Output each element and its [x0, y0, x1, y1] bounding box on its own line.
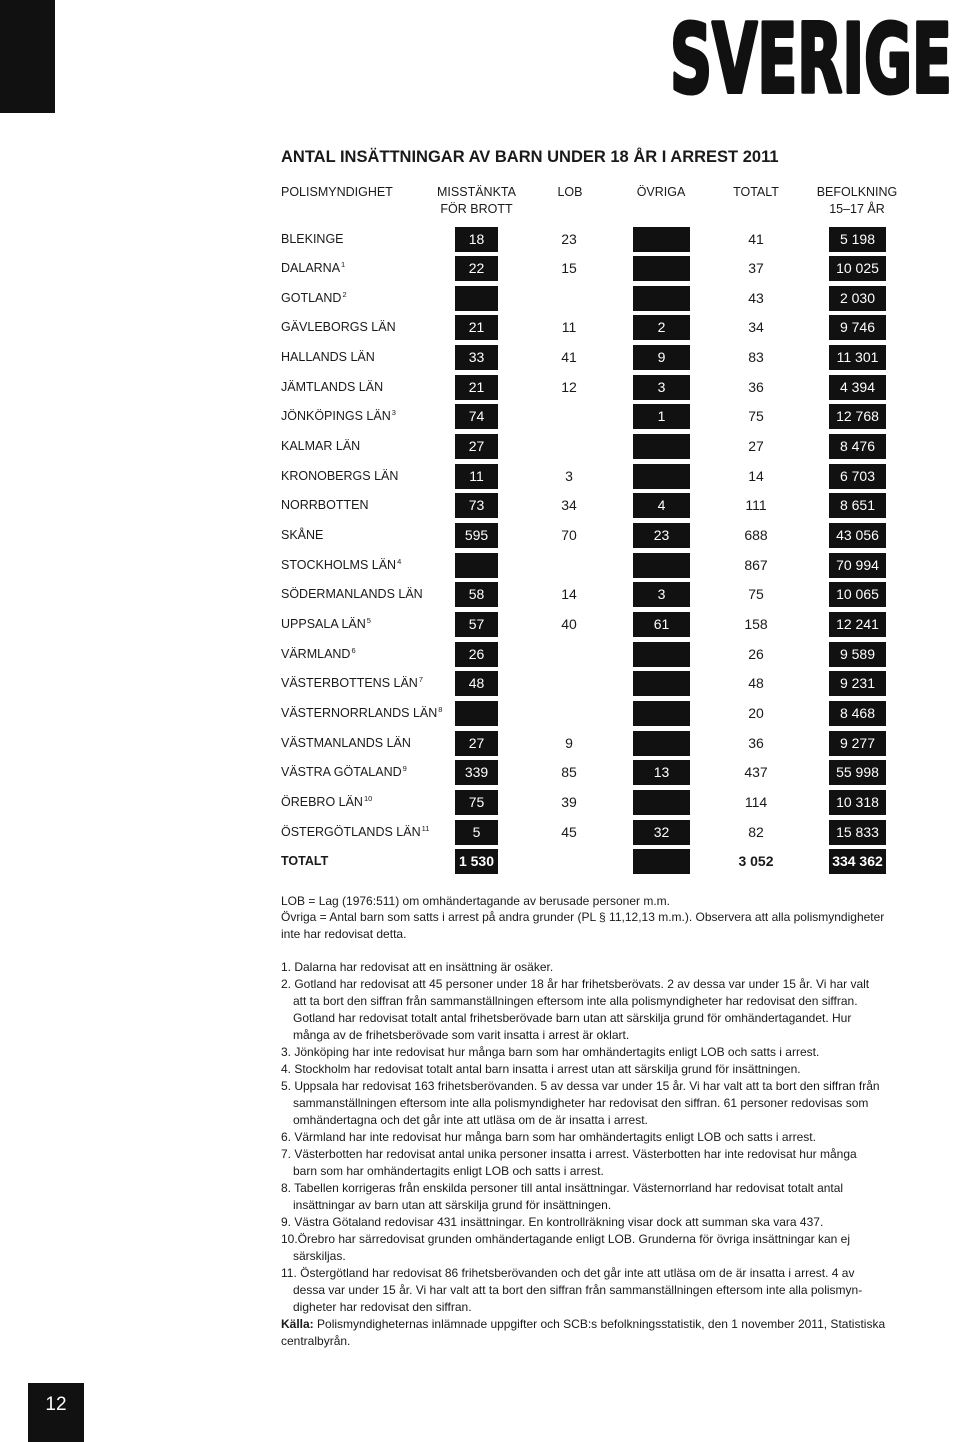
footnote-8: [281, 1180, 885, 1214]
ovriga-cell: 61: [633, 612, 690, 637]
footnote-11: [281, 1265, 885, 1316]
row-label: [281, 790, 372, 815]
misstankta-cell: 18: [455, 227, 498, 252]
definition: [281, 909, 884, 942]
footnote-5: [281, 1078, 885, 1129]
row-name: VÄSTRA GÖTALAND: [281, 765, 402, 780]
ovriga-cell: [633, 256, 690, 281]
footnote-line: 4. Stockholm har redovisat totalt antal barn insatta i arrest utan att särskilja grund för insättningen.: [281, 1061, 801, 1076]
footnote-line: 2. Gotland har redovisat att 45 personer under 18 år har frihetsberövats. 2 av dessa var under 15 år. Vi har valt: [281, 976, 870, 991]
misstankta-cell: [455, 553, 498, 578]
definition-line: inte har redovisat detta.: [281, 926, 407, 941]
row-label: [281, 256, 345, 281]
row-label: [281, 642, 356, 667]
definition-line: LOB = Lag (1976:511) om omhändertagande av berusade personer m.m.: [281, 893, 671, 908]
footnote-4: [281, 1061, 885, 1078]
misstankta-cell: 48: [455, 671, 498, 696]
source-line: [281, 1316, 885, 1333]
footnote-3: [281, 1044, 885, 1061]
footnote-list: [281, 959, 885, 1316]
table-header: [0, 184, 960, 218]
ovriga-cell: 23: [633, 523, 690, 548]
totalt-cell: 158: [744, 616, 768, 633]
row-name: GÄVLEBORGS LÄN: [281, 320, 396, 335]
footnote-ref: 1: [341, 260, 346, 270]
table-row: [0, 790, 960, 815]
lob-cell: 15: [561, 260, 577, 277]
ovriga-cell: [633, 701, 690, 726]
ovriga-cell: 4: [633, 493, 690, 518]
definition: [281, 893, 884, 910]
footnote-7: [281, 1146, 885, 1180]
totalt-cell: 36: [748, 734, 764, 751]
ovriga-cell: 2: [633, 315, 690, 340]
table-row: [0, 464, 960, 489]
row-name: VÄSTERNORRLANDS LÄN: [281, 706, 438, 720]
lob-cell: [529, 434, 609, 459]
totalt-cell: 82: [748, 823, 764, 840]
row-label: [281, 523, 323, 548]
logo-wordmark: SVERIGE: [670, 6, 952, 106]
total-row: [0, 849, 960, 874]
footnotes: [281, 959, 885, 1350]
totalt-cell: 26: [748, 645, 764, 662]
misstankta-cell: [455, 286, 498, 311]
table-row: [0, 404, 960, 429]
befolkning-cell: 12 241: [829, 612, 886, 637]
header-befolkning-line2: 15–17 ÅR: [829, 201, 885, 216]
footnote-line: att ta bort den siffran från sammanställningen eftersom inte alla polismyndigheter har redovisat den siffran.: [293, 993, 858, 1008]
footnote-ref: 11: [421, 823, 430, 833]
misstankta-cell: 22: [455, 256, 498, 281]
footnote-line: 1. Dalarna har redovisat att en insättning är osäker.: [281, 959, 554, 974]
misstankta-cell: 26: [455, 642, 498, 667]
footnote-line: omhändertagna och det går inte att utläsa om de är insatta i arrest.: [293, 1112, 648, 1127]
row-label: [281, 375, 383, 400]
misstankta-cell: 5: [455, 820, 498, 845]
row-name: ÖSTERGÖTLANDS LÄN: [281, 824, 421, 839]
footnote-ref: 8: [438, 705, 443, 714]
table-row: [0, 493, 960, 518]
table-row: [0, 820, 960, 845]
table-row: [0, 642, 960, 667]
footnote-line: särskiljas.: [293, 1248, 346, 1263]
totalt-cell: 36: [748, 378, 764, 395]
misstankta-cell: 339: [455, 760, 498, 785]
misstankta-cell: 27: [455, 731, 498, 756]
lob-cell: 11: [561, 319, 577, 336]
row-name: TOTALT: [281, 854, 329, 869]
footnote-line: 3. Jönköping har inte redovisat hur många barn som har omhändertagits enligt LOB och satts i arrest.: [281, 1044, 820, 1059]
row-label: [281, 582, 423, 607]
row-name: KALMAR LÄN: [281, 439, 361, 454]
row-name: JÖNKÖPINGS LÄN: [281, 409, 391, 424]
ovriga-cell: [633, 671, 690, 696]
row-name: VÄSTMANLANDS LÄN: [281, 735, 411, 750]
table-row: [0, 523, 960, 548]
lob-cell: [529, 404, 609, 429]
row-label: [281, 553, 401, 578]
row-name: STOCKHOLMS LÄN: [281, 557, 397, 572]
befolkning-cell: 9 589: [829, 642, 886, 667]
header-totalt: TOTALT: [733, 184, 779, 199]
footnote-ref: 3: [391, 408, 396, 418]
footnote-ref: 7: [418, 675, 424, 685]
befolkning-cell: 8 476: [829, 434, 886, 459]
befolkning-cell: 9 231: [829, 671, 886, 696]
misstankta-cell: 75: [455, 790, 498, 815]
definition-line: Övriga = Antal barn som satts i arrest på andra grunder (PL § 11,12,13 m.m.). Observera att alla polismyndigheter: [281, 910, 885, 925]
befolkning-cell: 43 056: [829, 523, 886, 548]
footnote-9: [281, 1214, 885, 1231]
footnote-line: insättningar av barn utan att särskilja grund för insättningen.: [293, 1197, 612, 1212]
table-row: [0, 375, 960, 400]
lob-cell: 12: [561, 378, 577, 395]
header-lob: LOB: [557, 184, 583, 199]
row-label: [281, 820, 429, 845]
header-polismyndighet: POLISMYNDIGHET: [281, 184, 393, 199]
row-label: [281, 345, 375, 370]
lob-cell: 45: [561, 823, 577, 840]
ovriga-cell: 1: [633, 404, 690, 429]
totalt-cell: 111: [745, 497, 767, 514]
footnote-ref: 6: [351, 645, 356, 655]
lob-cell: 85: [561, 764, 577, 781]
lob-cell: 14: [561, 586, 577, 603]
row-name: VÄSTERBOTTENS LÄN: [281, 676, 418, 691]
misstankta-cell: 11: [455, 464, 498, 489]
footnote-line: många av de frihetsberövade som varit insatta i arrest är oklart.: [293, 1027, 630, 1042]
misstankta-cell: 21: [455, 375, 498, 400]
befolkning-cell: 6 703: [829, 464, 886, 489]
misstankta-cell: 58: [455, 582, 498, 607]
lob-cell: [529, 701, 609, 726]
ovriga-cell: [633, 286, 690, 311]
table-row: [0, 256, 960, 281]
befolkning-cell: 10 025: [829, 256, 886, 281]
befolkning-cell: 10 065: [829, 582, 886, 607]
ovriga-cell: 9: [633, 345, 690, 370]
befolkning-cell: 9 277: [829, 731, 886, 756]
totalt-cell: 867: [744, 556, 768, 573]
row-name: SKÅNE: [281, 528, 324, 543]
totalt-cell: 688: [744, 527, 768, 544]
misstankta-cell: 27: [455, 434, 498, 459]
lob-cell: 9: [565, 734, 573, 751]
misstankta-cell: 595: [455, 523, 498, 548]
lob-cell: [529, 671, 609, 696]
footnote-line: barn som har omhändertagits enligt LOB och satts i arrest.: [293, 1163, 604, 1178]
totalt-cell: 75: [748, 586, 764, 603]
footnote-line: 7. Västerbotten har redovisat antal unika personer insatta i arrest. Västerbotten har inte redovisat hur många: [281, 1146, 857, 1161]
row-label: [281, 849, 328, 874]
totalt-cell: 114: [744, 793, 768, 810]
totalt-cell: 48: [748, 675, 764, 692]
header-befolkning-line1: BEFOLKNING: [816, 184, 898, 199]
footnote-line: 10.Örebro har särredovisat grunden omhändertagande enligt LOB. Grunderna för övriga insättningar kan ej: [281, 1231, 851, 1246]
befolkning-cell: 15 833: [829, 820, 886, 845]
footnote-line: 6. Värmland har inte redovisat hur många barn som har omhändertagits enligt LOB och satts i arrest.: [281, 1129, 816, 1144]
row-label: [281, 612, 371, 637]
befolkning-cell: 8 651: [829, 493, 886, 518]
misstankta-cell: [455, 701, 498, 726]
ovriga-cell: [633, 464, 690, 489]
footnote-ref: 10: [363, 793, 373, 803]
befolkning-cell: 10 318: [829, 790, 886, 815]
totalt-cell: 20: [748, 705, 764, 721]
row-label: [281, 760, 407, 785]
ovriga-cell: [633, 642, 690, 667]
lob-cell: 41: [561, 349, 577, 366]
row-label: [281, 493, 369, 518]
table-body: [0, 227, 960, 879]
row-label: [281, 671, 423, 696]
lob-cell: [529, 642, 609, 667]
footnote-line: 9. Västra Götaland redovisar 431 insättningar. En kontrollräkning visar dock att summan ska vara 437.: [281, 1214, 824, 1229]
footnote-line: 8. Tabellen korrigeras från enskilda personer till antal insättningar. Västernorrland har redovisat totalt antal: [281, 1180, 844, 1195]
table-row: [0, 315, 960, 340]
sverige-logo: [658, 6, 958, 106]
totalt-cell: 27: [748, 438, 764, 455]
ovriga-cell: [633, 790, 690, 815]
befolkning-cell: 8 468: [829, 701, 886, 726]
misstankta-cell: 1 530: [455, 849, 498, 874]
row-name: HALLANDS LÄN: [281, 350, 375, 365]
page-number: 12: [28, 1383, 84, 1442]
row-label: [281, 434, 360, 459]
befolkning-cell: 2 030: [829, 286, 886, 311]
totalt-cell: 43: [748, 289, 764, 306]
row-name: KRONOBERGS LÄN: [281, 468, 399, 483]
ovriga-cell: 3: [633, 375, 690, 400]
totalt-cell: 14: [748, 467, 764, 484]
lob-cell: 40: [561, 616, 577, 633]
befolkning-cell: 5 198: [829, 227, 886, 252]
lob-cell: [529, 286, 609, 311]
table-row: [0, 701, 960, 726]
befolkning-cell: 334 362: [829, 849, 886, 874]
row-name: GOTLAND: [281, 290, 342, 305]
table-row: [0, 582, 960, 607]
totalt-cell: 37: [748, 260, 764, 277]
footnote-line: 11. Östergötland har redovisat 86 frihetsberövanden och det går inte att utläsa om de är insatta i arrest. 4 av: [281, 1265, 855, 1280]
header-misstankta-line2: FÖR BROTT: [440, 201, 513, 216]
misstankta-cell: 57: [455, 612, 498, 637]
header-ovriga: ÖVRIGA: [636, 184, 686, 199]
ovriga-cell: [633, 227, 690, 252]
row-name: NORRBOTTEN: [281, 498, 369, 513]
row-name: ÖREBRO LÄN: [281, 794, 363, 809]
totalt-cell: 437: [744, 764, 768, 781]
totalt-cell: 41: [748, 230, 764, 247]
corner-black-block: [0, 0, 55, 113]
table-row: [0, 760, 960, 785]
misstankta-cell: 74: [455, 404, 498, 429]
lob-cell: 34: [561, 497, 577, 514]
row-name: BLEKINGE: [281, 231, 344, 246]
footnote-ref: 5: [366, 616, 371, 626]
misstankta-cell: 21: [455, 315, 498, 340]
table-row: [0, 227, 960, 252]
row-label: [281, 286, 347, 311]
ovriga-cell: [633, 849, 690, 874]
footnote-6: [281, 1129, 885, 1146]
ovriga-cell: 13: [633, 760, 690, 785]
header-befolkning: [807, 184, 907, 218]
footnote-ref: 2: [342, 289, 347, 299]
definitions: [281, 893, 884, 943]
ovriga-cell: [633, 434, 690, 459]
footnote-ref: 4: [397, 556, 402, 566]
lob-cell: [529, 553, 609, 578]
row-label: [281, 315, 396, 340]
footnote-1: [281, 959, 885, 976]
footnote-line: Gotland har redovisat totalt antal frihetsberövade barn utan att särskilja grund för omhändertagandet. Hur: [293, 1010, 852, 1025]
totalt-cell: 75: [748, 408, 764, 425]
row-name: UPPSALA LÄN: [281, 617, 366, 632]
source-text: Polismyndigheternas inlämnade uppgifter och SCB:s befolkningsstatistik, den 1 november 2011, Statistiska: [317, 1316, 886, 1331]
lob-cell: 23: [561, 230, 577, 247]
table-row: [0, 434, 960, 459]
befolkning-cell: 12 768: [829, 404, 886, 429]
table-row: [0, 345, 960, 370]
source-label: Källa:: [281, 1316, 314, 1331]
lob-cell: 39: [561, 793, 577, 810]
header-misstankta: [427, 184, 527, 218]
ovriga-cell: [633, 553, 690, 578]
row-name: SÖDERMANLANDS LÄN: [281, 587, 423, 602]
footnote-line: 5. Uppsala har redovisat 163 frihetsberövanden. 5 av dessa var under 15 år. Vi har valt att ta bort den siffran från: [281, 1078, 880, 1093]
row-name: DALARNA: [281, 261, 341, 276]
totalt-cell: 83: [748, 349, 764, 366]
row-label: [281, 731, 411, 756]
befolkning-cell: 4 394: [829, 375, 886, 400]
table-row: [0, 286, 960, 311]
ovriga-cell: 3: [633, 582, 690, 607]
table-row: [0, 612, 960, 637]
lob-cell: 3: [565, 467, 573, 484]
footnote-line: digheter har redovisat den siffran.: [293, 1299, 472, 1314]
row-name: JÄMTLANDS LÄN: [281, 379, 384, 394]
befolkning-cell: 55 998: [829, 760, 886, 785]
row-label: [281, 227, 344, 252]
row-label: [281, 404, 396, 429]
befolkning-cell: 11 301: [829, 345, 886, 370]
source-note: [281, 1316, 885, 1350]
table-row: [0, 671, 960, 696]
ovriga-cell: [633, 731, 690, 756]
table-row: [0, 731, 960, 756]
totalt-cell: 3 052: [738, 853, 774, 870]
misstankta-cell: 33: [455, 345, 498, 370]
footnote-line: dessa var under 15 år. Vi har valt att ta bort den siffran från sammanställningen eftersom inte alla polismyn-: [293, 1282, 863, 1297]
befolkning-cell: 70 994: [829, 553, 886, 578]
header-misstankta-line1: MISSTÄNKTA: [437, 184, 516, 199]
misstankta-cell: 73: [455, 493, 498, 518]
footnote-2: [281, 976, 885, 1044]
table-row: [0, 553, 960, 578]
totalt-cell: 34: [748, 319, 764, 336]
footnote-ref: 9: [402, 764, 407, 774]
row-label: [281, 701, 442, 726]
source-line: centralbyrån.: [281, 1333, 351, 1348]
lob-cell: [529, 849, 609, 874]
befolkning-cell: 9 746: [829, 315, 886, 340]
footnote-line: sammanställningen eftersom inte alla polismyndigheter har redovisat den siffran. 61 personer redovisas som: [293, 1095, 869, 1110]
footnote-10: [281, 1231, 885, 1265]
ovriga-cell: 32: [633, 820, 690, 845]
row-name: VÄRMLAND: [281, 646, 351, 661]
lob-cell: 70: [561, 527, 577, 544]
row-label: [281, 464, 398, 489]
table-title: ANTAL INSÄTTNINGAR AV BARN UNDER 18 ÅR I ARREST 2011: [281, 148, 779, 166]
